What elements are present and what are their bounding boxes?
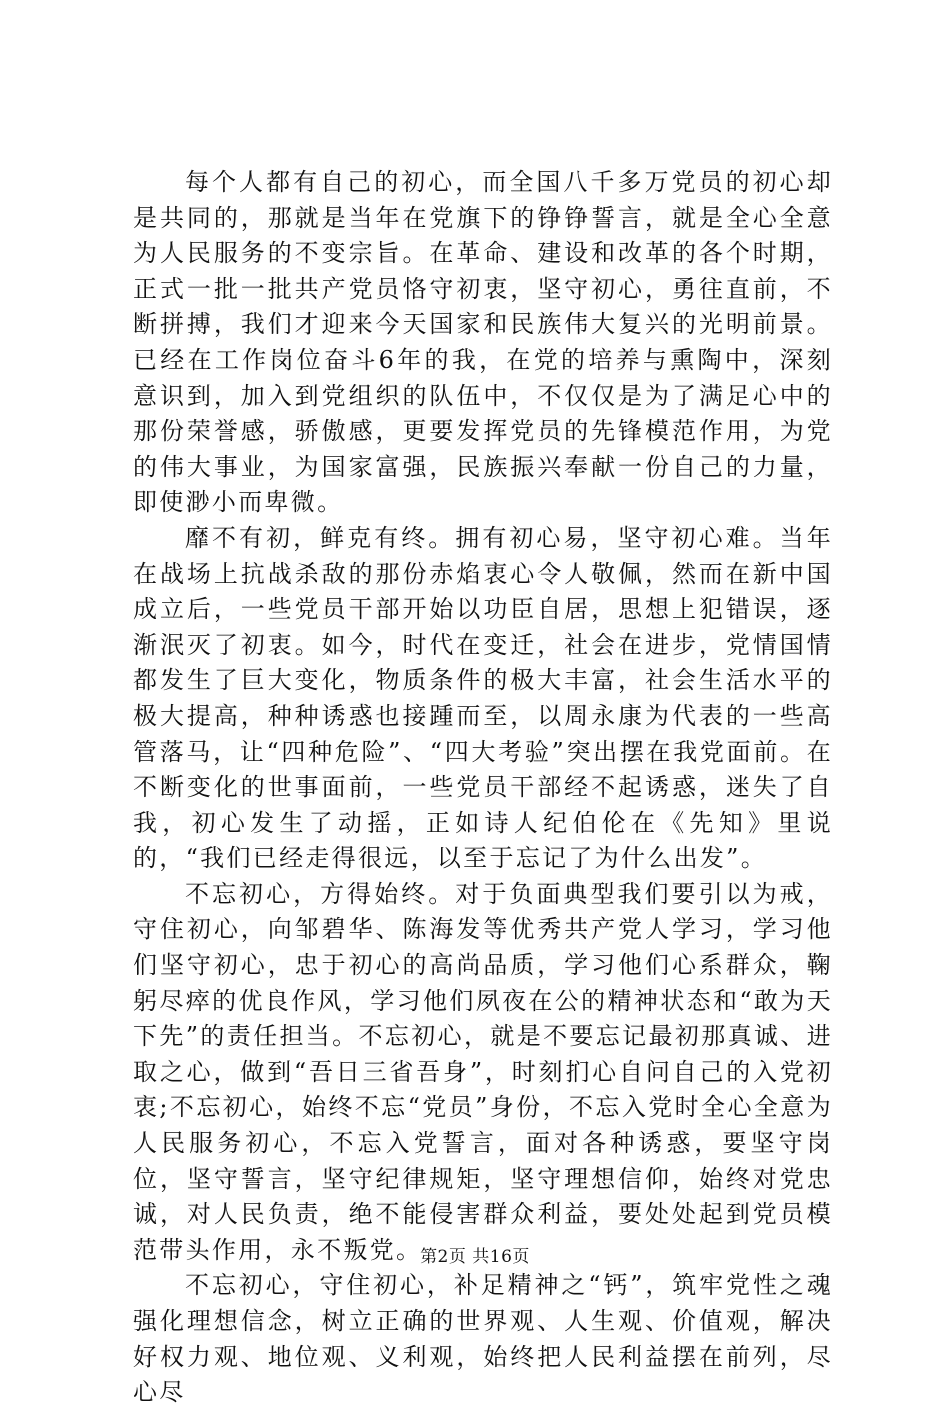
- paragraph-3: 不忘初心，方得始终。对于负面典型我们要引以为戒，守住初心，向邹碧华、陈海发等优秀共产党人学习，学习他们坚守初心，忠于初心的高尚品质，学习他们心系群众，鞠躬尽瘁的优良作风，学习他们夙夜在公的精神状态和“敢为天下先”的责任担当。不忘初心，就是不要忘记最初那真诚、进取之心，做到“吾日三省吾身”，时刻扪心自问自己的入党初衷;不忘初心，始终不忘“党员”身份，不忘入党时全心全意为人民服务初心，不忘入党誓言，面对各种诱惑，要坚守岗位，坚守誓言，坚守纪律规矩，坚守理想信仰，始终对党忠诚，对人民负责，绝不能侵害群众利益，要处处起到党员模范带头作用，永不叛党。: [133, 879, 833, 1264]
- paragraph-1: 每个人都有自己的初心，而全国八千多万党员的初心却是共同的，那就是当年在党旗下的铮铮誓言，就是全心全意为人民服务的不变宗旨。在革命、建设和改革的各个时期，正式一批一批共产党员恪守初衷，坚守初心，勇往直前，不断拼搏，我们才迎来今天国家和民族伟大复兴的光明前景。已经在工作岗位奋斗6年的我，在党的培养与熏陶中，深刻意识到，加入到党组织的队伍中，不仅仅是为了满足心中的那份荣誉感，骄傲感，更要发挥党员的先锋模范作用，为党的伟大事业，为国家富强，民族振兴奉献一份自己的力量，即使渺小而卑微。: [133, 168, 833, 517]
- page-footer: 第2页 共16页: [420, 1247, 530, 1267]
- paragraph-4: 不忘初心，守住初心，补足精神之“钙”，筑牢党性之魂强化理想信念，树立正确的世界观、人生观、价值观，解决好权力观、地位观、义利观，始终把人民利益摆在前列，尽心尽: [133, 1271, 833, 1407]
- paragraph-2: 靡不有初，鲜克有终。拥有初心易，坚守初心难。当年在战场上抗战杀敌的那份赤焰衷心令人敬佩，然而在新中国成立后，一些党员干部开始以功臣自居，思想上犯错误，逐渐泯灭了初衷。如今，时代在变迁，社会在进步，党情国情都发生了巨大变化，物质条件的极大丰富，社会生活水平的极大提高，种种诱惑也接踵而至，以周永康为代表的一些高管落马，让“四种危险”、“四大考验”突出摆在我党面前。在不断变化的世事面前，一些党员干部经不起诱惑，迷失了自我，初心发生了动摇，正如诗人纪伯伦在《先知》里说的，“我们已经走得很远，以至于忘记了为什么出发”。: [133, 523, 833, 873]
- document-body: [133, 165, 833, 1411]
